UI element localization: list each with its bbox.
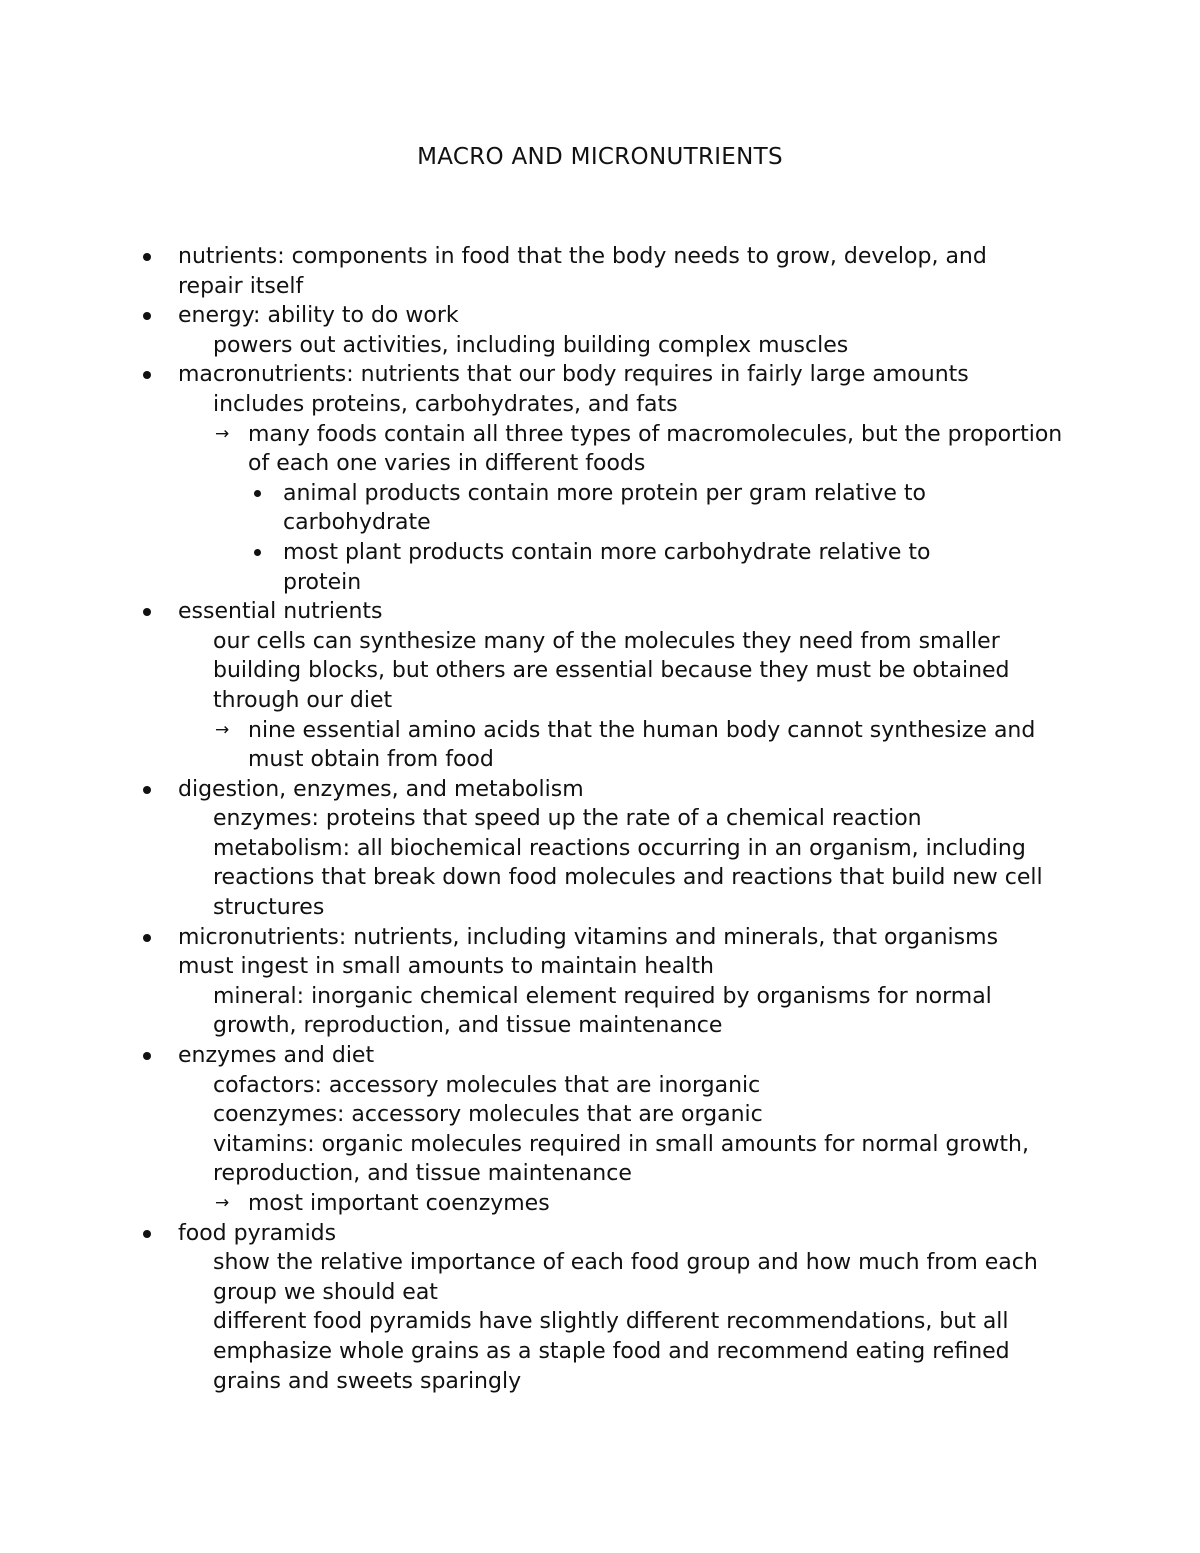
note-cofactors: cofactors: accessory molecules that are inorganic xyxy=(213,1072,761,1098)
note-food-pyramids-recommendations: different food pyramids have slightly different recommendations, but all emphasize whole grains as a staple food and recommend eating refined grains and sweets sparingly xyxy=(213,1309,1010,1394)
list-item-macronutrients: macronutrients: nutrients that our body requires in fairly large amounts xyxy=(0,360,1058,390)
arrow-note-amino-acids: → nine essential amino acids that the human body cannot synthesize and must obtain from food xyxy=(0,716,1068,775)
note-essential-nutrients-detail: our cells can synthesize many of the molecules they need from smaller building blocks, but others are essential because they must be obtained through our diet xyxy=(213,628,1010,713)
list-item-enzymes-and-diet: enzymes and diet xyxy=(0,1041,1058,1071)
note-food-pyramids-importance: show the relative importance of each food group and how much from each group we should eat xyxy=(213,1250,1038,1305)
note-macronutrients-detail: includes proteins, carbohydrates, and fats xyxy=(213,391,678,417)
list-item-digestion: digestion, enzymes, and metabolism xyxy=(0,775,1058,805)
list-item-energy: energy: ability to do work xyxy=(0,301,1058,331)
note-mineral-definition: mineral: inorganic chemical element required by organisms for normal growth, reproduction, and tissue maintenance xyxy=(213,983,992,1039)
list-item-essential-nutrients: essential nutrients xyxy=(0,597,1058,627)
note-metabolism-definition: metabolism: all biochemical reactions occurring in an organism, including reactions that break down food molecules and reactions that build new cell structures xyxy=(213,835,1043,921)
note-enzymes-definition: enzymes: proteins that speed up the rate of a chemical reaction xyxy=(213,806,922,832)
document-title: MACRO AND MICRONUTRIENTS xyxy=(417,144,783,170)
list-item-micronutrients: micronutrients: nutrients, including vitamins and minerals, that organisms must ingest in small amounts to maintain health xyxy=(0,923,1058,982)
notes-list xyxy=(0,242,1200,1396)
note-energy-detail: powers out activities, including building complex muscles xyxy=(213,332,849,358)
arrow-note-coenzymes: → most important coenzymes xyxy=(0,1189,1068,1219)
sub-bullet-animal-products: animal products contain more protein per gram relative to carbohydrate xyxy=(0,479,1003,538)
note-coenzymes: coenzymes: accessory molecules that are organic xyxy=(213,1102,763,1128)
list-item-nutrients: nutrients: components in food that the body needs to grow, develop, and repair itself xyxy=(0,242,1058,301)
list-item-food-pyramids: food pyramids xyxy=(0,1219,1058,1249)
sub-bullet-plant-products: most plant products contain more carbohydrate relative to protein xyxy=(0,538,1003,597)
arrow-note-macromolecules: → many foods contain all three types of macromolecules, but the proportion of each one varies in different foods xyxy=(0,420,1068,479)
note-vitamins: vitamins: organic molecules required in small amounts for normal growth, reproduction, and tissue maintenance xyxy=(213,1131,1029,1187)
